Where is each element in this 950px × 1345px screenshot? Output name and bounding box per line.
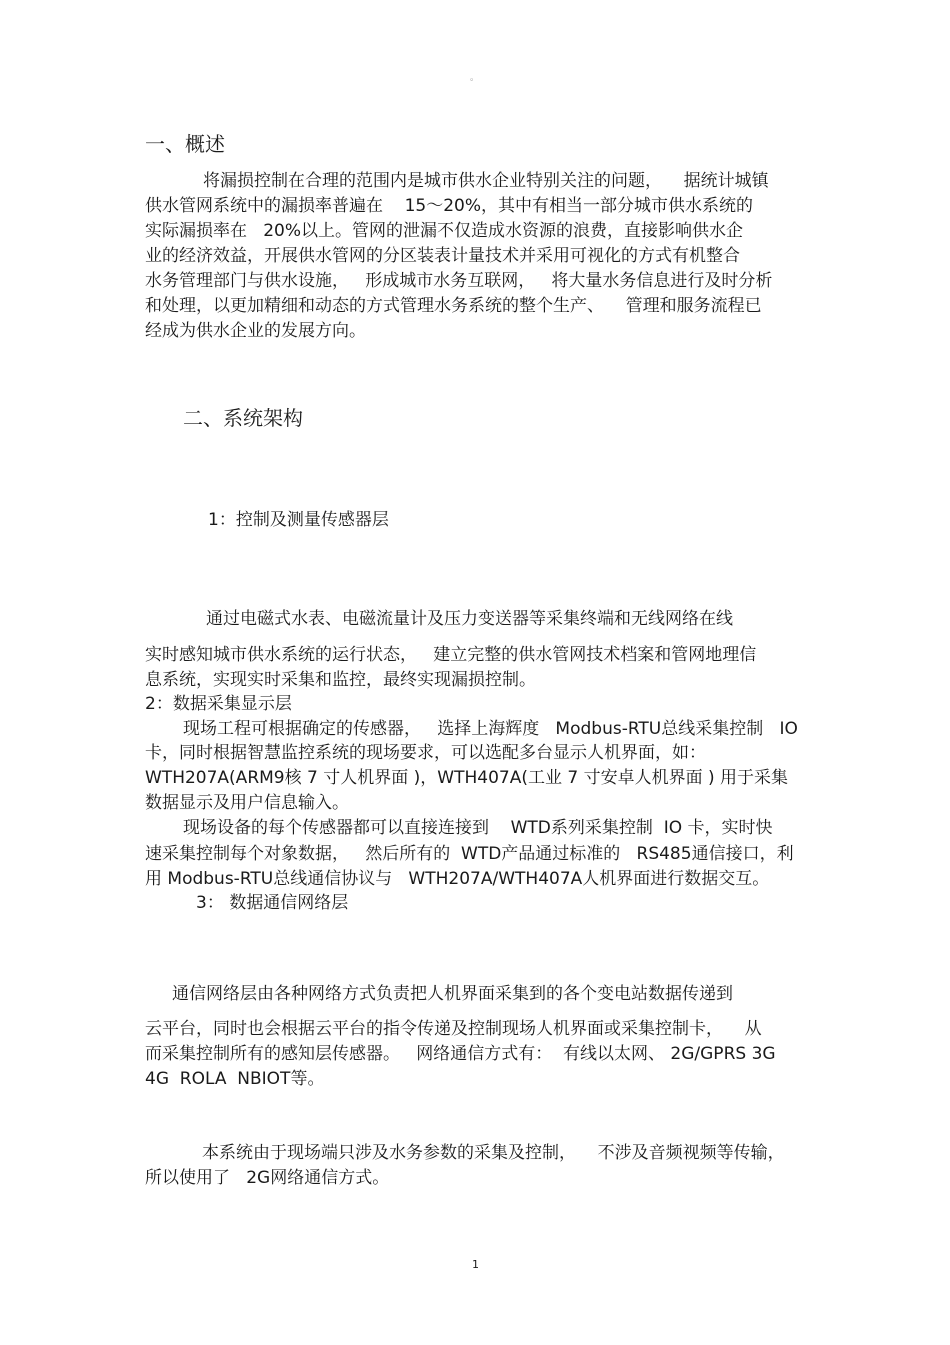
subsection-title-network-layer: 3： 数据通信网络层 [196, 893, 349, 913]
paragraph-line: 实际漏损率在 20%以上。管网的泄漏不仅造成水资源的浪费，直接影响供水企 [145, 221, 743, 241]
paragraph-line: 用 Modbus-RTU总线通信协议与 WTH207A/WTH407A人机界面进行数据交互。 [145, 869, 770, 889]
subsection-title-display-layer: 2：数据采集显示层 [145, 694, 292, 714]
paragraph-line: 速采集控制每个对象数据， 然后所有的 WTD产品通过标准的 RS485通信接口，利 [145, 844, 794, 864]
paragraph-line: 业的经济效益，开展供水管网的分区装表计量技术并采用可视化的方式有机整合 [145, 246, 740, 266]
paragraph-line: 水务管理部门与供水设施， 形成城市水务互联网， 将大量水务信息进行及时分析 [145, 271, 773, 291]
paragraph-line: 将漏损控制在合理的范围内是城市供水企业特别关注的问题， 据统计城镇 [203, 171, 769, 191]
paragraph-line: 4G ROLA NBIOT等。 [145, 1069, 325, 1089]
page-number: 1 [472, 1258, 479, 1271]
subsection-title-sensor-layer: 1：控制及测量传感器层 [208, 510, 389, 530]
paragraph-line: 息系统，实现实时采集和监控，最终实现漏损控制。 [145, 670, 536, 690]
paragraph-line: 通过电磁式水表、电磁流量计及压力变送器等采集终端和无线网络在线 [206, 609, 733, 629]
paragraph-line: 实时感知城市供水系统的运行状态， 建立完整的供水管网技术档案和管网地理信 [145, 645, 757, 665]
section-title-architecture: 二、系统架构 [183, 406, 303, 430]
paragraph-line: 而采集控制所有的感知层传感器。 网络通信方式有： 有线以太网、 2G/GPRS 3G [145, 1044, 776, 1064]
paragraph-line: 现场工程可根据确定的传感器， 选择上海辉度 Modbus-RTU总线采集控制 IO [183, 719, 798, 739]
paragraph-line: 本系统由于现场端只涉及水务参数的采集及控制， 不涉及音频视频等传输， [202, 1143, 785, 1163]
paragraph-line: 现场设备的每个传感器都可以直接连接到 WTD系列采集控制 IO 卡，实时快 [183, 818, 773, 838]
section-title-overview: 一、概述 [145, 132, 225, 156]
paragraph-line: 通信网络层由各种网络方式负责把人机界面采集到的各个变电站数据传递到 [172, 984, 733, 1004]
paragraph-line: 供水管网系统中的漏损率普遍在 15～20%，其中有相当一部分城市供水系统的 [145, 196, 754, 216]
paragraph-line: 所以使用了 2G网络通信方式。 [145, 1168, 390, 1188]
paragraph-line: 经成为供水企业的发展方向。 [145, 321, 366, 341]
paragraph-line: 和处理，以更加精细和动态的方式管理水务系统的整个生产、 管理和服务流程已 [145, 296, 762, 316]
paragraph-line: 云平台，同时也会根据云平台的指令传递及控制现场人机界面或采集控制卡， 从 [145, 1019, 762, 1039]
paragraph-line: 数据显示及用户信息输入。 [145, 793, 349, 813]
paragraph-line: WTH207A(ARM9核 7 寸人机界面 )，WTH407A(工业 7 寸安卓人机界面 ) 用于采集 [145, 768, 789, 788]
header-mark: 。 [470, 73, 480, 83]
paragraph-line: 卡，同时根据智慧监控系统的现场要求，可以选配多台显示人机界面，如： [145, 743, 706, 763]
